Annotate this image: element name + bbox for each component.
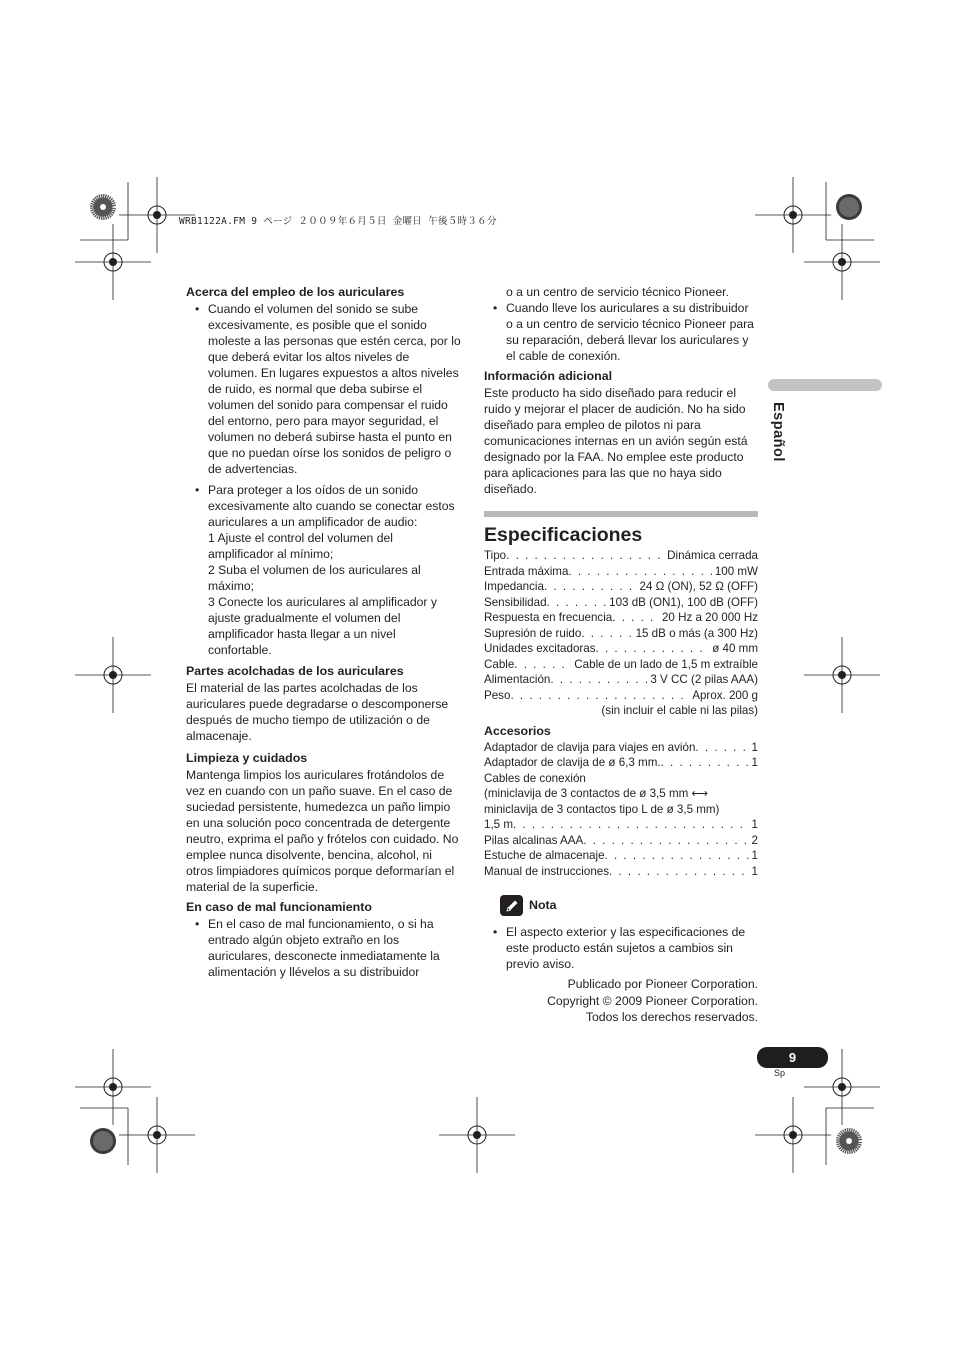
accessory-row	[484, 833, 758, 849]
accessory-qty: 2	[751, 833, 758, 847]
section-title-acolchadas: Partes acolchadas de los auriculares	[186, 664, 404, 678]
spec-row	[484, 688, 758, 704]
step-3: 3 Conecte los auriculares al amplificador y ajuste gradualmente el volumen del amplificador hasta llegar a un nivel confortable.	[208, 595, 437, 657]
accessory-row	[484, 755, 758, 771]
spec-row	[484, 579, 758, 595]
spec-key: Alimentación	[484, 673, 551, 686]
list-item: • Cuando el volumen del sonido se sube excesivamente, es posible que el sonido moleste a las personas que estén cerca, por lo que deberá evitar los altos niveles de volumen. En lugares expuestos a altos niveles de ruido, es normal que deba subirse el volumen del sonido para compensar el ruido del entorno, pero para mayor seguridad, el volumen no deberá subirse hasta el punto en que no puedan oírse los sonidos de peligro o de advertencias.	[186, 301, 462, 477]
section-title-empleo: Acerca del empleo de los auriculares	[186, 285, 405, 299]
registration-mark	[804, 637, 880, 713]
accessory-name: Adaptador de clavija de ø 6,3 mm.	[484, 756, 661, 769]
publisher-line: Publicado por Pioneer Corporation.	[567, 977, 758, 991]
tone-target-mark	[90, 1128, 116, 1154]
list-item: • El aspecto exterior y las especificaciones de este producto están sujetos a cambios sin previo aviso.	[484, 924, 758, 972]
paragraph: Mantenga limpios los auriculares frotándolos de vez en cuando con un paño suave. En el caso de suciedad persistente, humedezca un paño limpio en una solución poco concentrada de detergente neutro, exprima el paño y frótelos con cuidado. No emplee nunca disolvente, bencina, alcohol, ni otros limpiadores químicos porque deformarían el material de la superficie.	[186, 768, 459, 894]
spec-key: Supresión de ruido	[484, 626, 582, 640]
rights-line: Todos los derechos reservados.	[585, 1010, 758, 1024]
spec-row	[484, 548, 758, 564]
registration-mark	[755, 177, 831, 253]
accessory-qty: 1	[751, 849, 758, 862]
note-heading	[500, 895, 758, 916]
list-item: • Cuando lleve los auriculares a su distribuidor o a un centro de servicio técnico Pioneer para su reparación, deberá llevar los auriculares y el cable de conexión.	[484, 300, 758, 364]
spec-value: 24 Ω (ON), 52 Ω (OFF)	[639, 580, 758, 593]
spec-value: 103 dB (ON1), 100 dB (OFF)	[609, 595, 758, 609]
spec-row	[484, 564, 758, 580]
servicio-list	[484, 300, 758, 364]
spec-row	[484, 626, 758, 642]
copyright-line: Copyright © 2009 Pioneer Corporation.	[547, 993, 758, 1008]
registration-mark	[755, 1097, 831, 1173]
spec-row	[484, 657, 758, 673]
accessory-name: Manual de instrucciones	[484, 864, 610, 878]
accessory-name: Estuche de almacenaje	[484, 849, 605, 862]
accessory-qty: 1	[751, 756, 758, 769]
note-title: Nota	[529, 898, 557, 912]
section-title-accesorios: Accesorios	[484, 723, 551, 738]
accessory-row	[484, 848, 758, 864]
spec-row	[484, 595, 758, 611]
spec-row	[484, 641, 758, 657]
spec-list	[484, 548, 758, 703]
accessory-name: 1,5 m	[484, 818, 513, 831]
spec-value: 3 V CC (2 pilas AAA)	[650, 673, 758, 686]
spec-key: Cable	[484, 657, 515, 671]
accessory-qty: 1	[751, 818, 758, 831]
accessory-row	[484, 817, 758, 833]
accessory-row	[484, 864, 758, 880]
registration-mark	[119, 1097, 195, 1173]
continued-text: o a un centro de servicio técnico Pioneer.	[506, 285, 729, 299]
step-1: 1 Ajuste el control del volumen del amplificador al mínimo;	[208, 531, 393, 561]
right-column	[484, 284, 758, 1026]
spec-key: Entrada máxima	[484, 564, 569, 578]
accessory-qty: 1	[751, 864, 758, 878]
page-language-code: Sp	[774, 1068, 786, 1078]
paragraph: Este producto ha sido diseñado para reducir el ruido y mejorar el placer de audición. No ha sido diseñado para empleo de pilotos ni para comunicaciones internas en un avión según está designado por la FAA. No emplee este producto para aplicaciones para las que no haya sido diseñado.	[484, 386, 748, 496]
left-column	[186, 284, 462, 980]
print-slug-header: WRB1122A.FM 9 ページ ２００９年６月５日 金曜日 午後５時３６分	[179, 216, 497, 227]
accessory-row	[484, 740, 758, 756]
accessory-desc: Cables de conexión	[484, 771, 586, 785]
spec-key: Unidades excitadoras	[484, 642, 596, 655]
list-item-intro: • Para proteger a los oídos de un sonido excesivamente alto cuando se conectar estos auriculares a un amplificador de audio:	[208, 483, 455, 529]
registration-mark	[75, 637, 151, 713]
spec-weight-note: (sin incluir el cable ni las pilas)	[601, 704, 758, 717]
registration-mark	[75, 1049, 151, 1125]
spec-value: 20 Hz a 20 000 Hz	[661, 611, 758, 624]
star-target-mark	[836, 1128, 862, 1154]
spec-row	[484, 610, 758, 626]
language-tab-label: Español	[770, 402, 786, 462]
star-target-mark	[90, 194, 116, 220]
section-title-limpieza: Limpieza y cuidados	[186, 751, 308, 765]
section-title-mal-funcionamiento: En caso de mal funcionamiento	[186, 900, 372, 914]
spec-key: Respuesta en frecuencia	[484, 611, 613, 624]
registration-mark	[804, 224, 880, 300]
spec-row	[484, 672, 758, 688]
accessory-qty: 1	[751, 740, 758, 754]
list-item	[186, 482, 462, 658]
registration-mark	[75, 224, 151, 300]
section-divider-bar	[484, 511, 758, 517]
spec-key: Peso	[484, 688, 511, 702]
spec-value: 100 mW	[714, 564, 758, 578]
note-list	[484, 924, 758, 972]
empleo-list	[186, 301, 462, 658]
accessory-name: Pilas alcalinas AAA	[484, 833, 584, 847]
list-item: • En el caso de mal funcionamiento, o si ha entrado algún objeto extraño en los auriculares, desconecte inmediatamente la alimentación y llévelos a su distribuidor	[186, 916, 462, 980]
pencil-icon	[500, 895, 523, 916]
accessory-desc: miniclavija de 3 contactos tipo L de ø 3,5 mm)	[484, 802, 720, 816]
publisher-block	[484, 976, 758, 1026]
paragraph: El material de las partes acolchadas de los auriculares puede degradarse o descomponerse después de mucho tiempo de utilización o de almacenaje.	[186, 681, 449, 743]
step-2: 2 Suba el volumen de los auriculares al máximo;	[208, 563, 421, 593]
accessory-desc: (miniclavija de 3 contactos de ø 3,5 mm ⟷	[484, 787, 709, 800]
registration-mark	[439, 1097, 515, 1173]
spec-value: Dinámica cerrada	[667, 549, 758, 562]
accessory-name: Adaptador de clavija para viajes en avión	[484, 740, 696, 754]
spec-key: Sensibilidad	[484, 595, 547, 609]
spec-value: 15 dB o más (a 300 Hz)	[635, 626, 758, 640]
spec-key: Tipo	[484, 549, 507, 562]
accessories-list	[484, 740, 758, 880]
spec-key: Impedancia	[484, 580, 544, 593]
spec-value: Cable de un lado de 1,5 m extraíble	[574, 657, 758, 671]
tone-target-mark	[836, 194, 862, 220]
page-number-badge: 9	[757, 1047, 828, 1068]
spec-value: ø 40 mm	[712, 642, 758, 655]
section-title-informacion: Información adicional	[484, 369, 613, 383]
section-title-especificaciones: Especificaciones	[484, 524, 643, 546]
mal-funcionamiento-list	[186, 916, 462, 980]
spec-value: Aprox. 200 g	[692, 688, 758, 702]
language-tab-bar	[768, 379, 882, 391]
